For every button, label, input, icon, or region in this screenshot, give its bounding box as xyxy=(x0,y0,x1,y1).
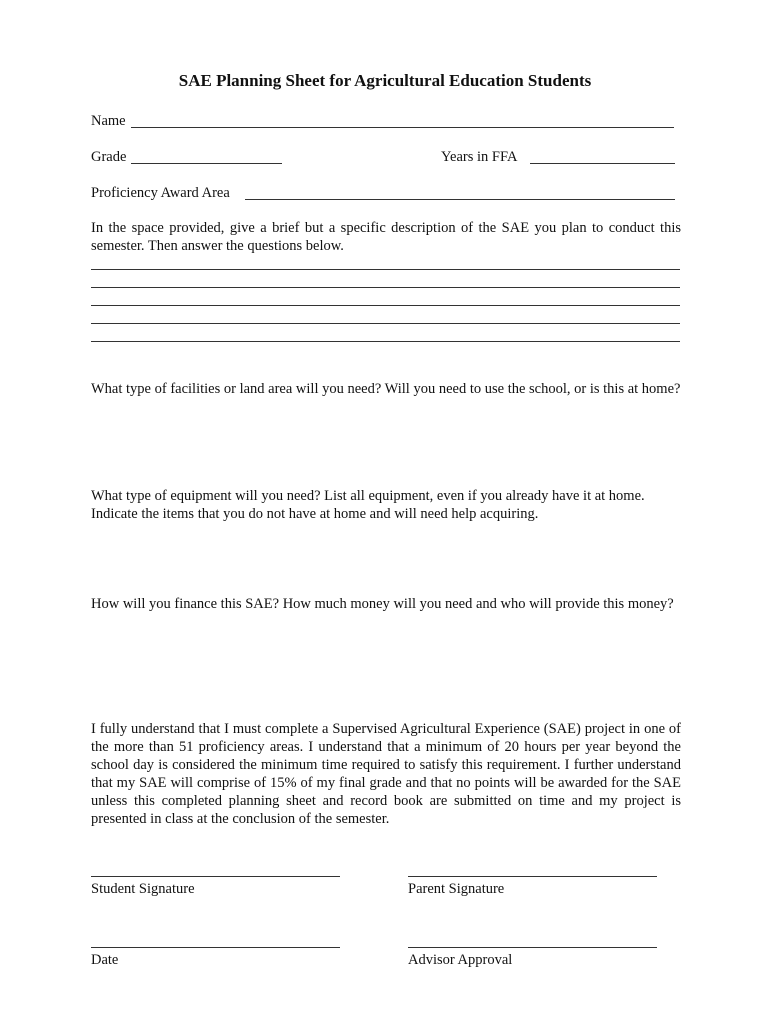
description-line[interactable] xyxy=(91,341,680,342)
advisor-approval-label: Advisor Approval xyxy=(408,952,513,968)
grade-field[interactable] xyxy=(131,163,282,164)
description-line[interactable] xyxy=(91,287,680,288)
question-equipment: What type of equipment will you need? List all equipment, even if you already have it at home. Indicate the items that you do not have at home and will need help acquiring. xyxy=(91,488,645,522)
question-facilities: What type of facilities or land area will you need? Will you need to use the school, or is this at home? xyxy=(91,381,681,397)
proficiency-label: Proficiency Award Area xyxy=(91,185,230,201)
name-label: Name xyxy=(91,113,126,129)
agreement-text: I fully understand that I must complete a Supervised Agricultural Experience (SAE) project in one of the more than 51 proficiency areas. I understand that a minimum of 20 hours per year beyond the school day is considered the minimum time required to satisfy this requirement. I further understand that my SAE will comprise of 15% of my final grade and that no points will be awarded for the SAE unless this completed planning sheet and record book are submitted on time and my project is presented in class at the conclusion of the semester. xyxy=(91,721,681,827)
student-signature-label: Student Signature xyxy=(91,881,195,897)
parent-signature-label: Parent Signature xyxy=(408,881,505,897)
question-finance: How will you finance this SAE? How much money will you need and who will provide this money? xyxy=(91,596,674,612)
instructions-text: In the space provided, give a brief but a specific description of the SAE you plan to conduct this semester. Then answer the questions below. xyxy=(91,220,681,254)
description-line[interactable] xyxy=(91,269,680,270)
date-label: Date xyxy=(91,952,119,968)
page-title: SAE Planning Sheet for Agricultural Education Students xyxy=(178,71,592,90)
proficiency-field[interactable] xyxy=(245,199,675,200)
student-signature-line[interactable] xyxy=(91,876,340,877)
description-line[interactable] xyxy=(91,305,680,306)
years-in-ffa-label: Years in FFA xyxy=(441,149,518,165)
description-line[interactable] xyxy=(91,323,680,324)
years-in-ffa-field[interactable] xyxy=(530,163,675,164)
name-field[interactable] xyxy=(131,127,674,128)
advisor-approval-line[interactable] xyxy=(408,947,657,948)
date-line[interactable] xyxy=(91,947,340,948)
grade-label: Grade xyxy=(91,149,127,165)
parent-signature-line[interactable] xyxy=(408,876,657,877)
